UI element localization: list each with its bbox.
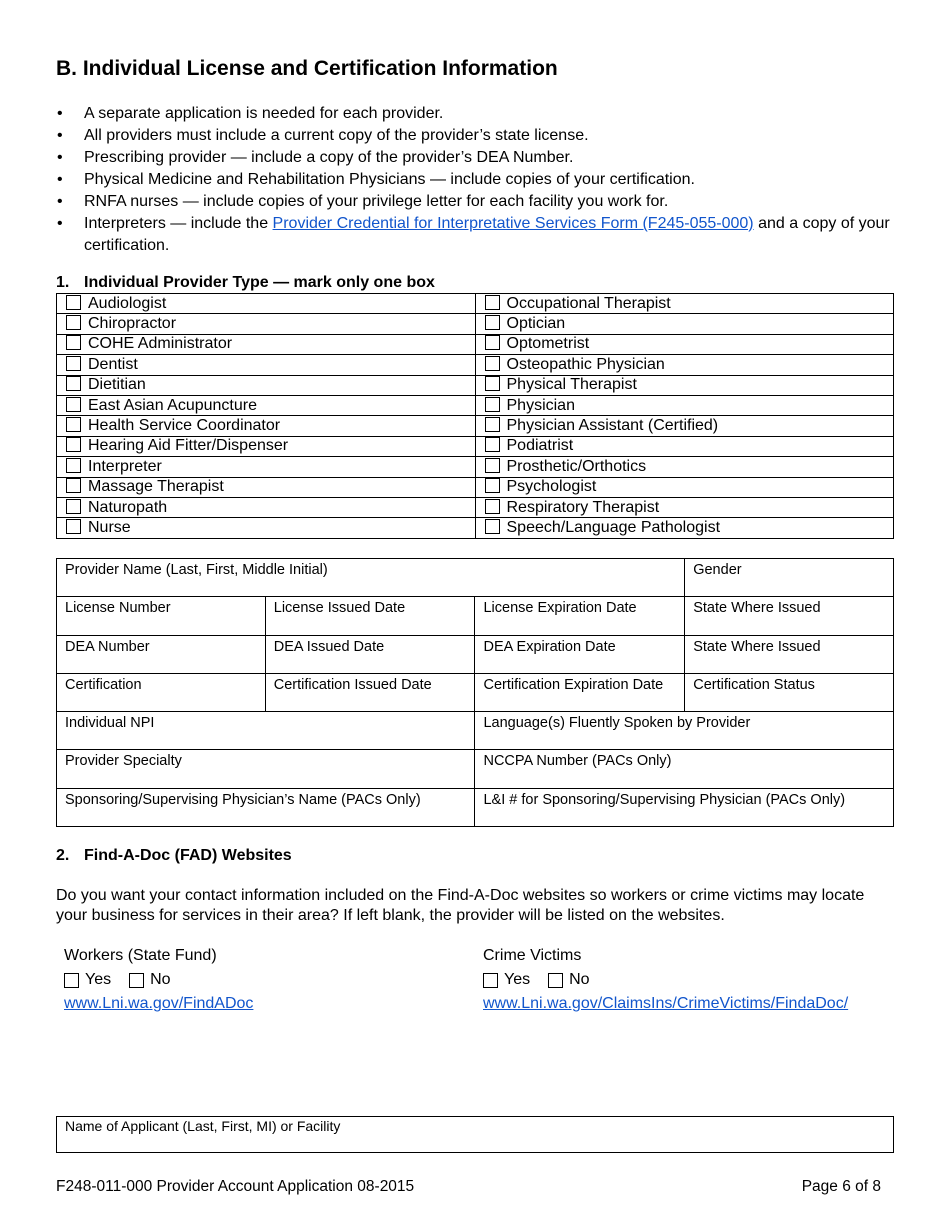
provider-type-row — [57, 395, 894, 415]
applicant-name-label: Name of Applicant (Last, First, MI) or Facility — [65, 1118, 341, 1134]
provider-type-option[interactable] — [475, 294, 894, 314]
provider-type-checkbox[interactable] — [485, 519, 500, 534]
provider-type-row — [57, 334, 894, 354]
provider-type-option[interactable] — [475, 416, 894, 436]
provider-type-option[interactable] — [475, 457, 894, 477]
workers-fad-link[interactable]: www.Lni.wa.gov/FindADoc — [64, 995, 254, 1012]
sponsor-name-field[interactable]: Sponsoring/Supervising Physician’s Name (PACs Only) — [57, 788, 475, 826]
workers-yes-option[interactable] — [64, 968, 111, 992]
license-expiration-field[interactable]: License Expiration Date — [475, 597, 685, 635]
provider-type-label: Podiatrist — [506, 437, 574, 455]
provider-type-checkbox[interactable] — [485, 437, 500, 452]
instruction-item: • Prescribing provider — include a copy of the provider’s DEA Number. — [56, 147, 901, 169]
provider-type-label: Optician — [506, 315, 566, 333]
section-title: B. Individual License and Certification Information — [56, 57, 558, 80]
provider-type-checkbox[interactable] — [66, 499, 81, 514]
provider-type-option[interactable] — [475, 477, 894, 497]
provider-type-option[interactable] — [57, 416, 476, 436]
license-number-field[interactable]: License Number — [57, 597, 266, 635]
provider-type-label: Occupational Therapist — [506, 294, 671, 312]
provider-type-checkbox[interactable] — [66, 458, 81, 473]
crime-fad-link[interactable]: www.Lni.wa.gov/ClaimsIns/CrimeVictims/FindaDoc/ — [483, 995, 849, 1012]
crime-yes-checkbox[interactable] — [483, 973, 498, 988]
provider-type-label: Health Service Coordinator — [88, 417, 281, 435]
section-heading-text: Find-A-Doc (FAD) Websites — [84, 847, 292, 864]
provider-type-label: Osteopathic Physician — [506, 355, 665, 373]
instruction-item: • Physical Medicine and Rehabilitation Physicians — include copies of your certification. — [56, 169, 901, 191]
provider-type-label: Respiratory Therapist — [506, 498, 660, 516]
provider-type-option[interactable] — [475, 497, 894, 517]
provider-type-row — [57, 518, 894, 538]
provider-type-row — [57, 457, 894, 477]
crime-no-checkbox[interactable] — [548, 973, 563, 988]
form-id: F248-011-000 Provider Account Application 08-2015 — [56, 1178, 415, 1195]
crime-label: Crime Victims — [483, 947, 582, 964]
provider-type-checkbox[interactable] — [485, 356, 500, 371]
provider-type-checkbox[interactable] — [485, 499, 500, 514]
option-label: Yes — [504, 971, 531, 988]
section-number: 2. — [56, 847, 70, 864]
provider-type-row — [57, 314, 894, 334]
provider-type-checkbox[interactable] — [66, 478, 81, 493]
provider-type-row — [57, 294, 894, 314]
provider-type-checkbox[interactable] — [485, 478, 500, 493]
dea-expiration-field[interactable]: DEA Expiration Date — [475, 635, 685, 673]
provider-type-option[interactable] — [57, 314, 476, 334]
instruction-text: Interpreters — include the — [84, 215, 273, 232]
instruction-item: • A separate application is needed for each provider. — [56, 103, 901, 125]
gender-field[interactable]: Gender — [685, 559, 894, 597]
provider-type-option[interactable] — [57, 395, 476, 415]
provider-type-option[interactable] — [57, 477, 476, 497]
provider-type-checkbox[interactable] — [66, 519, 81, 534]
provider-type-checkbox[interactable] — [485, 417, 500, 432]
interpreter-form-link[interactable]: Provider Credential for Interpretative Services Form (F245-055-000) — [272, 215, 754, 232]
provider-type-label: Nurse — [88, 518, 131, 536]
instruction-item — [56, 213, 901, 257]
section-heading-text: Individual Provider Type — mark only one box — [84, 274, 435, 291]
provider-type-label: COHE Administrator — [88, 335, 233, 353]
section-number: 1. — [56, 274, 70, 291]
provider-type-checkbox[interactable] — [485, 315, 500, 330]
provider-type-row — [57, 436, 894, 456]
option-label: No — [569, 971, 590, 988]
provider-type-row — [57, 375, 894, 395]
license-state-field[interactable]: State Where Issued — [685, 597, 894, 635]
provider-type-option[interactable] — [57, 497, 476, 517]
provider-type-label: Physician Assistant (Certified) — [506, 417, 719, 435]
provider-type-option[interactable] — [475, 518, 894, 538]
workers-label: Workers (State Fund) — [64, 947, 217, 964]
dea-number-field[interactable]: DEA Number — [57, 635, 266, 673]
provider-type-label: Naturopath — [88, 498, 168, 516]
license-issued-field[interactable]: License Issued Date — [265, 597, 475, 635]
provider-type-row — [57, 477, 894, 497]
workers-fad-group — [64, 944, 253, 1016]
provider-type-checkbox[interactable] — [66, 417, 81, 432]
provider-type-option[interactable] — [475, 334, 894, 354]
nccpa-field[interactable]: NCCPA Number (PACs Only) — [475, 750, 894, 788]
workers-yes-checkbox[interactable] — [64, 973, 79, 988]
provider-type-checkbox[interactable] — [66, 376, 81, 391]
page-number: Page 6 of 8 — [801, 1178, 881, 1195]
provider-type-checkbox[interactable] — [485, 458, 500, 473]
fad-heading — [56, 847, 292, 865]
provider-type-option[interactable] — [475, 436, 894, 456]
provider-type-heading — [56, 274, 435, 292]
provider-type-checkbox[interactable] — [485, 376, 500, 391]
provider-type-label: East Asian Acupuncture — [88, 396, 257, 414]
provider-type-option[interactable] — [57, 375, 476, 395]
workers-no-option[interactable] — [129, 968, 170, 992]
instructions-list — [56, 103, 901, 257]
provider-type-label: Audiologist — [88, 294, 167, 312]
cert-status-field[interactable]: Certification Status — [685, 673, 894, 711]
provider-type-option[interactable] — [475, 395, 894, 415]
sponsor-li-field[interactable]: L&I # for Sponsoring/Supervising Physician (PACs Only) — [475, 788, 894, 826]
provider-type-checkbox[interactable] — [485, 295, 500, 310]
certification-field[interactable]: Certification — [57, 673, 266, 711]
provider-type-label: Prosthetic/Orthotics — [506, 457, 647, 475]
provider-type-label: Physical Therapist — [506, 376, 637, 394]
crime-no-option[interactable] — [548, 968, 589, 992]
provider-type-option[interactable] — [57, 334, 476, 354]
provider-type-row — [57, 497, 894, 517]
provider-type-row — [57, 355, 894, 375]
provider-type-option[interactable] — [57, 457, 476, 477]
npi-field[interactable]: Individual NPI — [57, 712, 475, 750]
provider-type-label: Chiropractor — [88, 315, 177, 333]
provider-type-option[interactable] — [475, 375, 894, 395]
applicant-name-field[interactable] — [56, 1116, 894, 1153]
fad-question: Do you want your contact information included on the Find-A-Doc websites so workers or crime victims may locate your business for services in their area? If left blank, the provider will be listed on the websites. — [56, 887, 865, 924]
provider-name-field[interactable]: Provider Name (Last, First, Middle Initial) — [57, 559, 685, 597]
provider-type-checkbox[interactable] — [66, 397, 81, 412]
option-label: No — [150, 971, 171, 988]
provider-type-checkbox[interactable] — [66, 315, 81, 330]
provider-type-label: Interpreter — [88, 457, 162, 475]
provider-type-label: Psychologist — [506, 478, 597, 496]
provider-type-checkbox[interactable] — [66, 356, 81, 371]
specialty-field[interactable]: Provider Specialty — [57, 750, 475, 788]
provider-type-label: Optometrist — [506, 335, 590, 353]
provider-type-option[interactable] — [475, 314, 894, 334]
workers-no-checkbox[interactable] — [129, 973, 144, 988]
provider-info-table — [56, 558, 894, 827]
provider-type-label: Dentist — [88, 355, 138, 373]
dea-state-field[interactable]: State Where Issued — [685, 635, 894, 673]
provider-type-option[interactable] — [475, 355, 894, 375]
dea-issued-field[interactable]: DEA Issued Date — [265, 635, 475, 673]
cert-expiration-field[interactable]: Certification Expiration Date — [475, 673, 685, 711]
provider-type-option[interactable] — [57, 518, 476, 538]
provider-type-table — [56, 293, 894, 539]
provider-type-label: Physician — [506, 396, 575, 414]
provider-type-checkbox[interactable] — [485, 335, 500, 350]
provider-type-checkbox[interactable] — [66, 437, 81, 452]
crime-fad-group — [483, 944, 848, 1016]
provider-type-checkbox[interactable] — [485, 397, 500, 412]
provider-type-label: Massage Therapist — [88, 478, 224, 496]
provider-type-label: Speech/Language Pathologist — [506, 518, 721, 536]
provider-type-checkbox[interactable] — [66, 295, 81, 310]
instruction-item: • RNFA nurses — include copies of your privilege letter for each facility you work for. — [56, 191, 901, 213]
provider-type-option[interactable] — [57, 436, 476, 456]
option-label: Yes — [85, 971, 112, 988]
cert-issued-field[interactable]: Certification Issued Date — [265, 673, 475, 711]
instruction-item: • All providers must include a current copy of the provider’s state license. — [56, 125, 901, 147]
provider-type-checkbox[interactable] — [66, 335, 81, 350]
provider-type-label: Hearing Aid Fitter/Dispenser — [88, 437, 289, 455]
instruction-text: and a copy of your certification. — [84, 215, 890, 254]
provider-type-label: Dietitian — [88, 376, 146, 394]
provider-type-option[interactable] — [57, 294, 476, 314]
crime-yes-option[interactable] — [483, 968, 530, 992]
provider-type-option[interactable] — [57, 355, 476, 375]
provider-type-row — [57, 416, 894, 436]
languages-field[interactable]: Language(s) Fluently Spoken by Provider — [475, 712, 894, 750]
